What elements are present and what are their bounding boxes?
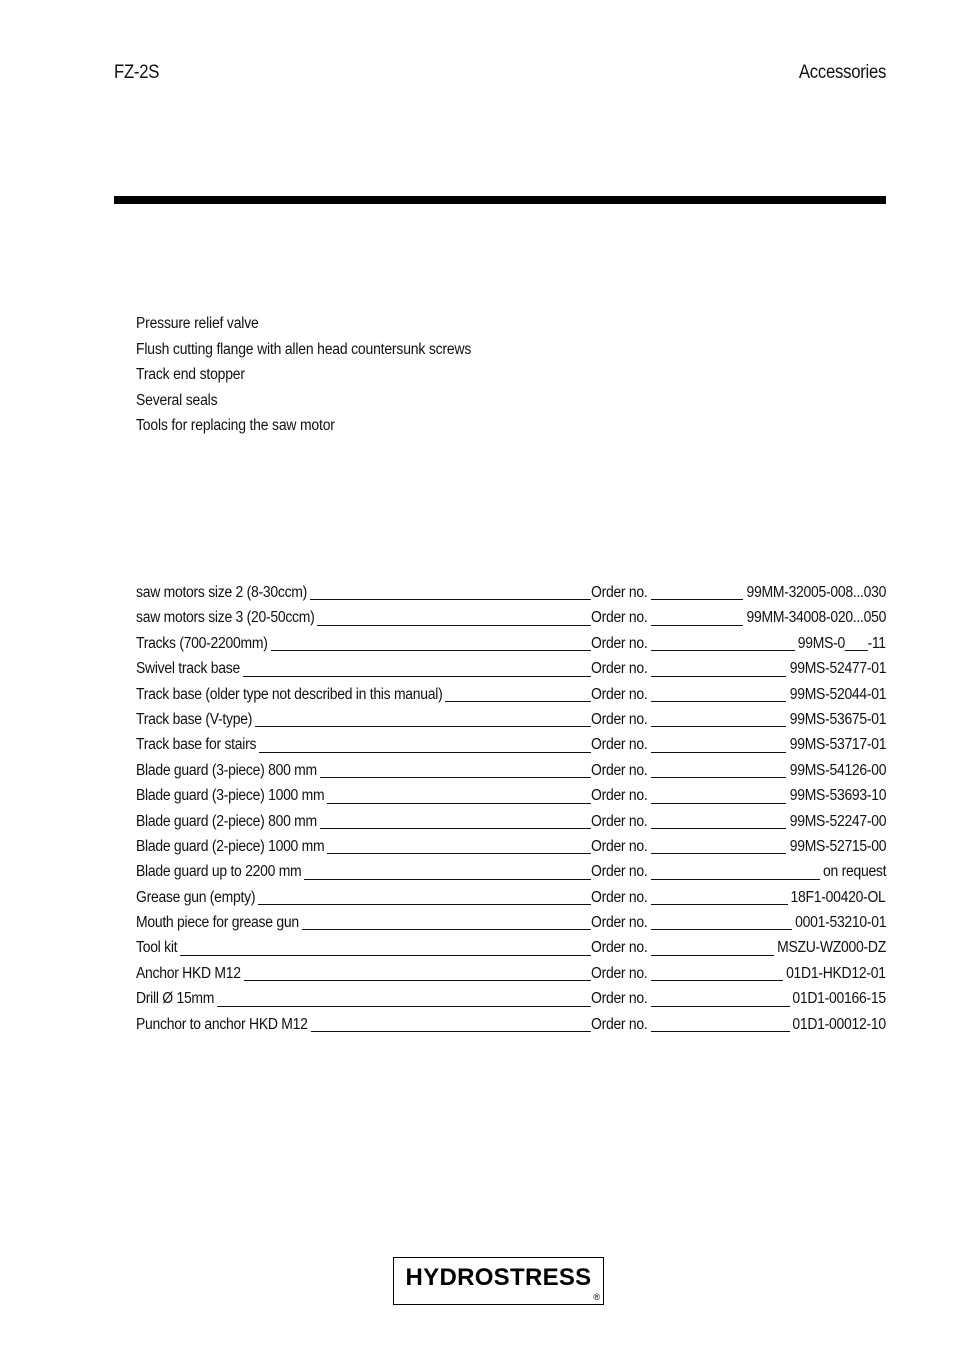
table-row — [136, 859, 886, 884]
order-number: 99MS-52247-00 — [789, 812, 886, 830]
table-row — [136, 834, 886, 859]
order-number-label: Order no. — [591, 914, 648, 932]
accessory-name: Swivel track base — [136, 660, 240, 678]
order-number: 01D1-00012-10 — [792, 1015, 886, 1033]
order-number: 99MS-53717-01 — [789, 736, 886, 754]
table-row — [136, 986, 886, 1011]
document-section-title: Accessories — [798, 62, 886, 83]
leader-line — [651, 955, 775, 956]
leader-line — [320, 777, 591, 778]
list-item: Track end stopper — [136, 366, 245, 383]
table-row — [136, 885, 886, 910]
accessory-name: Blade guard (2-piece) 800 mm — [136, 812, 317, 830]
order-number: 0001-53210-01 — [794, 914, 886, 932]
leader-line — [651, 879, 820, 880]
accessory-name: Punchor to anchor HKD M12 — [136, 1015, 308, 1033]
accessory-name: Tool kit — [136, 939, 178, 957]
leader-line — [255, 726, 591, 727]
order-number: 99MM-32005-008...030 — [746, 584, 886, 601]
leader-line — [258, 904, 591, 905]
order-number-label: Order no. — [591, 863, 648, 881]
accessory-name: saw motors size 3 (20-50ccm) — [136, 609, 315, 627]
table-row — [136, 580, 886, 605]
leader-line — [310, 599, 591, 600]
order-number-label: Order no. — [591, 812, 648, 830]
table-row — [136, 783, 886, 808]
accessory-name: saw motors size 2 (8-30ccm) — [136, 584, 308, 601]
leader-line — [317, 625, 591, 626]
leader-line — [651, 929, 792, 930]
leader-line — [651, 803, 787, 804]
document-model: FZ-2S — [114, 62, 160, 83]
leader-line — [244, 980, 591, 981]
order-number: 99MM-34008-020...050 — [746, 609, 886, 627]
order-number-label: Order no. — [591, 939, 648, 957]
leader-line — [651, 676, 787, 677]
leader-line — [651, 904, 789, 905]
leader-line — [651, 853, 787, 854]
order-number: 18F1-00420-OL — [791, 888, 886, 906]
table-row — [136, 631, 886, 656]
order-number-label: Order no. — [591, 787, 648, 805]
leader-line — [651, 650, 795, 651]
leader-line — [651, 625, 744, 626]
table-row — [136, 910, 886, 935]
order-number-label: Order no. — [591, 634, 648, 652]
accessory-name: Blade guard (2-piece) 1000 mm — [136, 837, 325, 855]
leader-line — [217, 1006, 591, 1007]
table-row — [136, 809, 886, 834]
order-number-label: Order no. — [591, 888, 648, 906]
order-number-label: Order no. — [591, 736, 648, 754]
order-number-label: Order no. — [591, 1015, 648, 1033]
accessory-name: Grease gun (empty) — [136, 888, 256, 906]
logo-brand-text: HYDROSTRESS — [405, 1264, 592, 1291]
leader-line — [327, 803, 591, 804]
order-number-label: Order no. — [591, 609, 648, 627]
order-number-label: Order no. — [591, 584, 648, 601]
included-items-list — [136, 311, 508, 439]
accessory-name: Drill Ø 15mm — [136, 990, 215, 1008]
order-number: 01D1-HKD12-01 — [786, 964, 886, 982]
order-number: 99MS-54126-00 — [789, 761, 886, 779]
table-row — [136, 732, 886, 757]
leader-line — [327, 853, 591, 854]
accessory-name: Track base for stairs — [136, 736, 257, 754]
order-number-label: Order no. — [591, 660, 648, 678]
leader-line — [651, 726, 787, 727]
table-row — [136, 961, 886, 986]
order-number: 99MS-53693-10 — [789, 787, 886, 805]
order-number: 99MS-0___-11 — [797, 634, 886, 652]
leader-line — [651, 828, 787, 829]
table-row — [136, 935, 886, 960]
order-number-label: Order no. — [591, 964, 648, 982]
order-number-label: Order no. — [591, 990, 648, 1008]
table-row — [136, 707, 886, 732]
leader-line — [651, 980, 784, 981]
accessory-name: Anchor HKD M12 — [136, 964, 241, 982]
leader-line — [651, 1031, 790, 1032]
leader-line — [302, 929, 591, 930]
leader-line — [651, 777, 787, 778]
leader-line — [243, 676, 591, 677]
list-item: Flush cutting flange with allen head countersunk screws — [136, 340, 472, 358]
order-number: 99MS-52477-01 — [789, 660, 886, 678]
list-item: Several seals — [136, 391, 218, 409]
order-number: 99MS-52715-00 — [789, 837, 886, 855]
order-number: 99MS-52044-01 — [789, 685, 886, 703]
accessory-name: Mouth piece for grease gun — [136, 914, 299, 932]
order-number-label: Order no. — [591, 761, 648, 779]
leader-line — [271, 650, 591, 651]
order-number-label: Order no. — [591, 685, 648, 703]
accessory-name: Blade guard up to 2200 mm — [136, 863, 302, 881]
table-row — [136, 1012, 886, 1037]
list-item: Pressure relief valve — [136, 315, 259, 332]
leader-line — [651, 701, 787, 702]
leader-line — [320, 828, 591, 829]
order-number: MSZU-WZ000-DZ — [777, 939, 886, 957]
table-row — [136, 605, 886, 630]
accessory-name: Track base (V-type) — [136, 710, 253, 728]
order-number: 01D1-00166-15 — [792, 990, 886, 1008]
leader-line — [304, 879, 591, 880]
table-row — [136, 682, 886, 707]
leader-line — [311, 1031, 591, 1032]
order-number-label: Order no. — [591, 710, 648, 728]
accessory-name: Blade guard (3-piece) 1000 mm — [136, 787, 325, 805]
header-divider — [114, 196, 886, 204]
accessory-name: Blade guard (3-piece) 800 mm — [136, 761, 317, 779]
leader-line — [651, 599, 744, 600]
leader-line — [259, 752, 591, 753]
order-number: on request — [822, 863, 886, 881]
table-row — [136, 656, 886, 681]
accessory-name: Tracks (700-2200mm) — [136, 634, 268, 652]
leader-line — [445, 701, 591, 702]
table-row — [136, 758, 886, 783]
order-number-label: Order no. — [591, 837, 648, 855]
hydrostress-logo — [393, 1257, 604, 1305]
accessory-name: Track base (older type not described in this manual) — [136, 685, 443, 703]
leader-line — [651, 752, 787, 753]
list-item: Tools for replacing the saw motor — [136, 417, 335, 434]
order-number: 99MS-53675-01 — [789, 710, 886, 728]
registered-trademark-mark: ® — [593, 1292, 600, 1302]
leader-line — [651, 1006, 790, 1007]
order-number-table — [136, 580, 886, 1037]
leader-line — [180, 955, 591, 956]
